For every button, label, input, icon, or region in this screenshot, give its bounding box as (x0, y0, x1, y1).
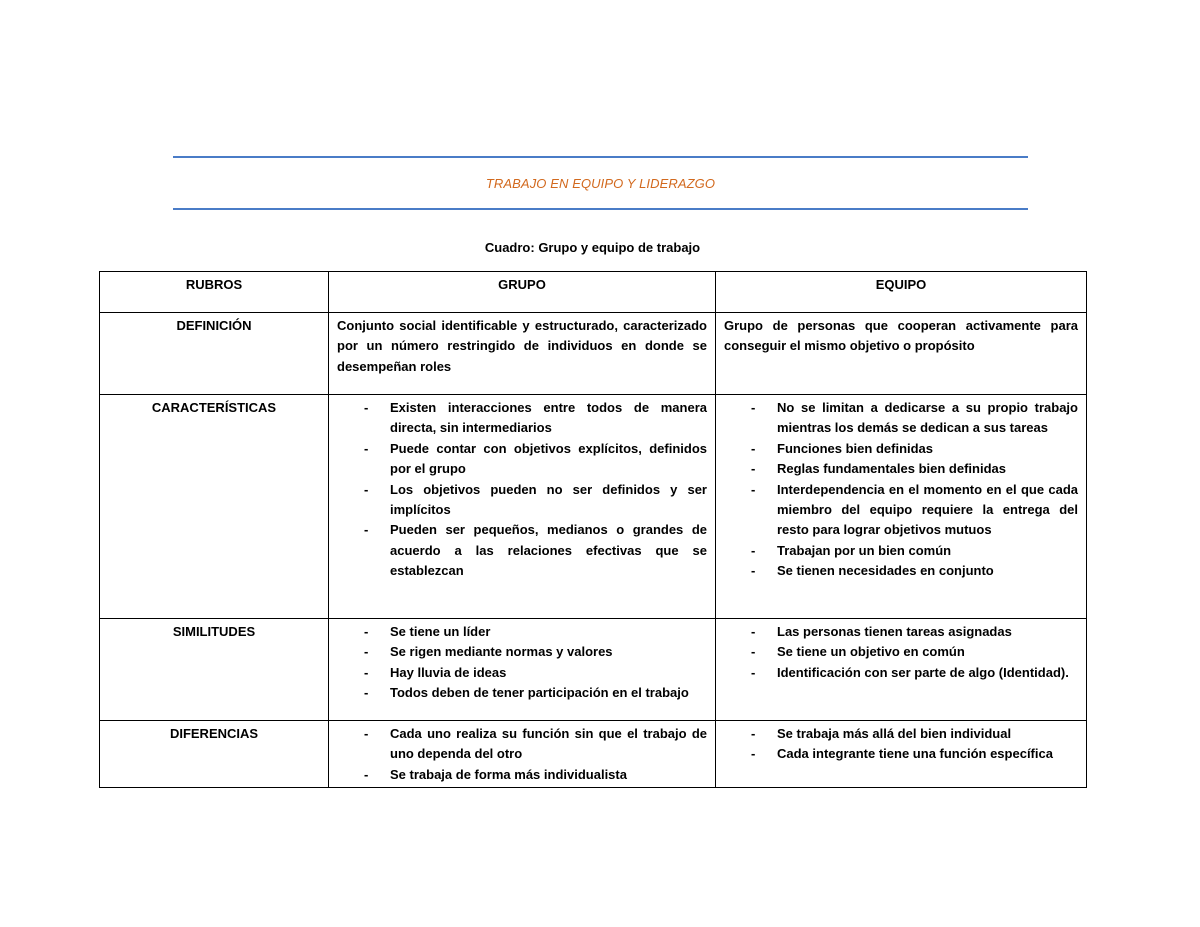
grupo-differences-list (337, 724, 707, 785)
grupo-characteristics-list (337, 398, 707, 582)
list-item: - Cada uno realiza su función sin que el trabajo de uno dependa del otro (337, 724, 707, 765)
list-item: - Se tiene un líder (337, 622, 707, 642)
list-item: - Reglas fundamentales bien definidas (724, 459, 1078, 479)
table-row-definicion (100, 313, 1087, 395)
list-item: - Interdependencia en el momento en el que cada miembro del equipo requiere la entrega del resto para lograr objetivos mutuos (724, 480, 1078, 541)
equipo-similarities-cell (716, 619, 1087, 721)
list-item: - Se trabaja más allá del bien individual (724, 724, 1078, 744)
grupo-definition-cell: Conjunto social identificable y estructurado, caracterizado por un número restringido de individuos en donde se desempeñan roles (329, 313, 716, 395)
list-item: - Funciones bien definidas (724, 439, 1078, 459)
rubro-cell: SIMILITUDES (100, 619, 329, 721)
list-item: - Trabajan por un bien común (724, 541, 1078, 561)
grupo-characteristics-cell (329, 395, 716, 619)
equipo-similarities-list (724, 622, 1078, 683)
list-item: - Las personas tienen tareas asignadas (724, 622, 1078, 642)
list-item: - Se rigen mediante normas y valores (337, 642, 707, 662)
list-item: - Identificación con ser parte de algo (Identidad). (724, 663, 1078, 683)
equipo-characteristics-cell (716, 395, 1087, 619)
list-item: - Se tienen necesidades en conjunto (724, 561, 1078, 581)
column-header-rubros: RUBROS (100, 272, 329, 313)
list-item: - Los objetivos pueden no ser definidos y ser implícitos (337, 480, 707, 521)
equipo-differences-cell (716, 721, 1087, 788)
list-item: - Pueden ser pequeños, medianos o grandes de acuerdo a las relaciones efectivas que se establezcan (337, 520, 707, 581)
list-item: - Se tiene un objetivo en común (724, 642, 1078, 662)
list-item: - Hay lluvia de ideas (337, 663, 707, 683)
comparison-table (99, 271, 1087, 788)
grupo-similarities-cell (329, 619, 716, 721)
table-row-similitudes (100, 619, 1087, 721)
rubro-cell: DIFERENCIAS (100, 721, 329, 788)
rubro-cell: DEFINICIÓN (100, 313, 329, 395)
header-rule-bottom (173, 208, 1028, 210)
column-header-equipo: EQUIPO (716, 272, 1087, 313)
page-header-title: TRABAJO EN EQUIPO Y LIDERAZGO (485, 176, 716, 191)
table-row-diferencias (100, 721, 1087, 788)
grupo-similarities-list (337, 622, 707, 704)
list-item: - Cada integrante tiene una función específica (724, 744, 1078, 764)
header-rule-top (173, 156, 1028, 158)
equipo-definition-cell: Grupo de personas que cooperan activamente para conseguir el mismo objetivo o propósito (716, 313, 1087, 395)
list-item: - Todos deben de tener participación en el trabajo (337, 683, 707, 703)
table-header-row (100, 272, 1087, 313)
list-item: - Puede contar con objetivos explícitos, definidos por el grupo (337, 439, 707, 480)
column-header-grupo: GRUPO (329, 272, 716, 313)
table-row-caracteristicas (100, 395, 1087, 619)
list-item: - No se limitan a dedicarse a su propio trabajo mientras los demás se dedican a sus tareas (724, 398, 1078, 439)
grupo-differences-cell (329, 721, 716, 788)
equipo-characteristics-list (724, 398, 1078, 582)
list-item: - Se trabaja de forma más individualista (337, 765, 707, 785)
list-item: - Existen interacciones entre todos de manera directa, sin intermediarios (337, 398, 707, 439)
table-caption: Cuadro: Grupo y equipo de trabajo (484, 240, 701, 255)
rubro-cell: CARACTERÍSTICAS (100, 395, 329, 619)
equipo-differences-list (724, 724, 1078, 765)
